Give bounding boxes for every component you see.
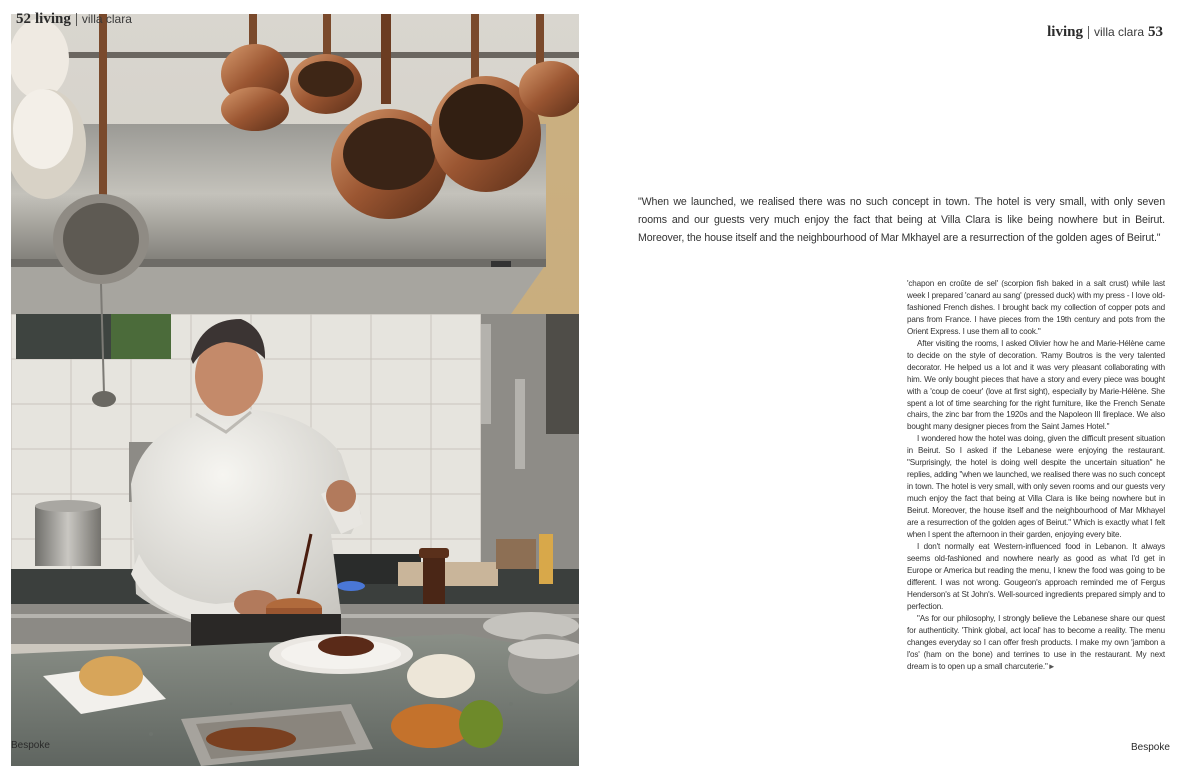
- left-page-number: 52: [16, 11, 31, 27]
- body-paragraph: I don't normally eat Western-influenced food in Lebanon. It always seems old-fashioned and nowhere nearly as good as what I'd get in Europe or America but reading the menu, I knew the food was going to be different. I was not wrong. Gougeon's approach reminded me of Fergus Henderson's at St John's. Well-sourced ingredients prepared simply and to perfection.: [907, 541, 1165, 611]
- right-folio: [1047, 24, 1163, 41]
- body-paragraph: After visiting the rooms, I asked Olivier how he and Marie-Hélène came to decide on the style of decoration. 'Ramy Boutros is the very talented decorator. He helped us a lot and it was very pleasant collaborating with him. We only bought pieces that have a story and every piece was bought with a 'coup de coeur' (love at first sight), especially by Marie-Hélène. She spent a lot of time searching for the right furniture, like the French Senate chairs, the zinc bar from the 1920s and the Napoleon III fireplace. We also bought many designer pieces from the Saint James Hotel.": [907, 338, 1165, 432]
- triangle-arrow-icon: ►: [1047, 661, 1056, 671]
- right-section-title: living: [1047, 24, 1083, 40]
- kitchen-photo: [11, 14, 579, 766]
- body-paragraph: 'chapon en croûte de sel' (scorpion fish baked in a salt crust) while last week I prepared 'canard au sang' (pressed duck) with my press - I love old-fashioned French dishes. I brought back my collection of copper pots and pans from France. I have pieces from the 19th century and pots from the Orient Express. I use them all to cook.": [907, 279, 1165, 336]
- left-folio: [16, 11, 132, 33]
- chef-kitchen-illustration: [11, 14, 579, 766]
- left-magazine-section: villa clara: [81, 12, 132, 26]
- body-paragraph: I wondered how the hotel was doing, given the difficult present situation in Beirut. So I asked if the Lebanese were enjoying the restaurant. "Surprisingly, the hotel is doing well despite the uncertain situation" he replies, adding "when we launched, we realised there was no such concept in town. The hotel is very small, with only seven rooms and our guests very much enjoy the fact that being at Villa Clara is like being nowhere but in Beirut. Moreover, the house itself and the neighbourhood of Mar Mkhayel are a resurrection of the golden ages of Beirut." Which is exactly what I felt when I spent the afternoon in their garden, enjoying every bite.: [907, 434, 1165, 540]
- body-paragraph-text: "As for our philosophy, I strongly believe the Lebanese share our quest for authenticity. 'Think global, act local' has to become a reality. The menu changes everyday so I can offer fresh products. I make my own 'jambon a l'os' (ham on the bone) and terrines to use in the restaurant. My next dream is to open up a small charcuterie.": [907, 613, 1165, 671]
- right-magazine-section: villa clara: [1093, 25, 1144, 39]
- left-section-title: living: [35, 11, 71, 27]
- article-body-column: [907, 278, 1165, 672]
- pull-quote: "When we launched, we realised there was no such concept in town. The hotel is very small, with only seven rooms and our guests very much enjoy the fact that being at Villa Clara is like being nowhere but in Beirut. Moreover, the house itself and the neighbourhood of Mar Mkhayel are a resurrection of the golden ages of Beirut.": [638, 196, 1165, 244]
- right-folio-separator: |: [1086, 24, 1090, 40]
- right-footer-brand: Bespoke: [1131, 742, 1170, 753]
- left-footer-brand: Bespoke: [11, 740, 50, 751]
- left-folio-separator: |: [74, 11, 78, 27]
- body-paragraph-last: [907, 613, 1165, 673]
- right-page-number: 53: [1148, 24, 1163, 40]
